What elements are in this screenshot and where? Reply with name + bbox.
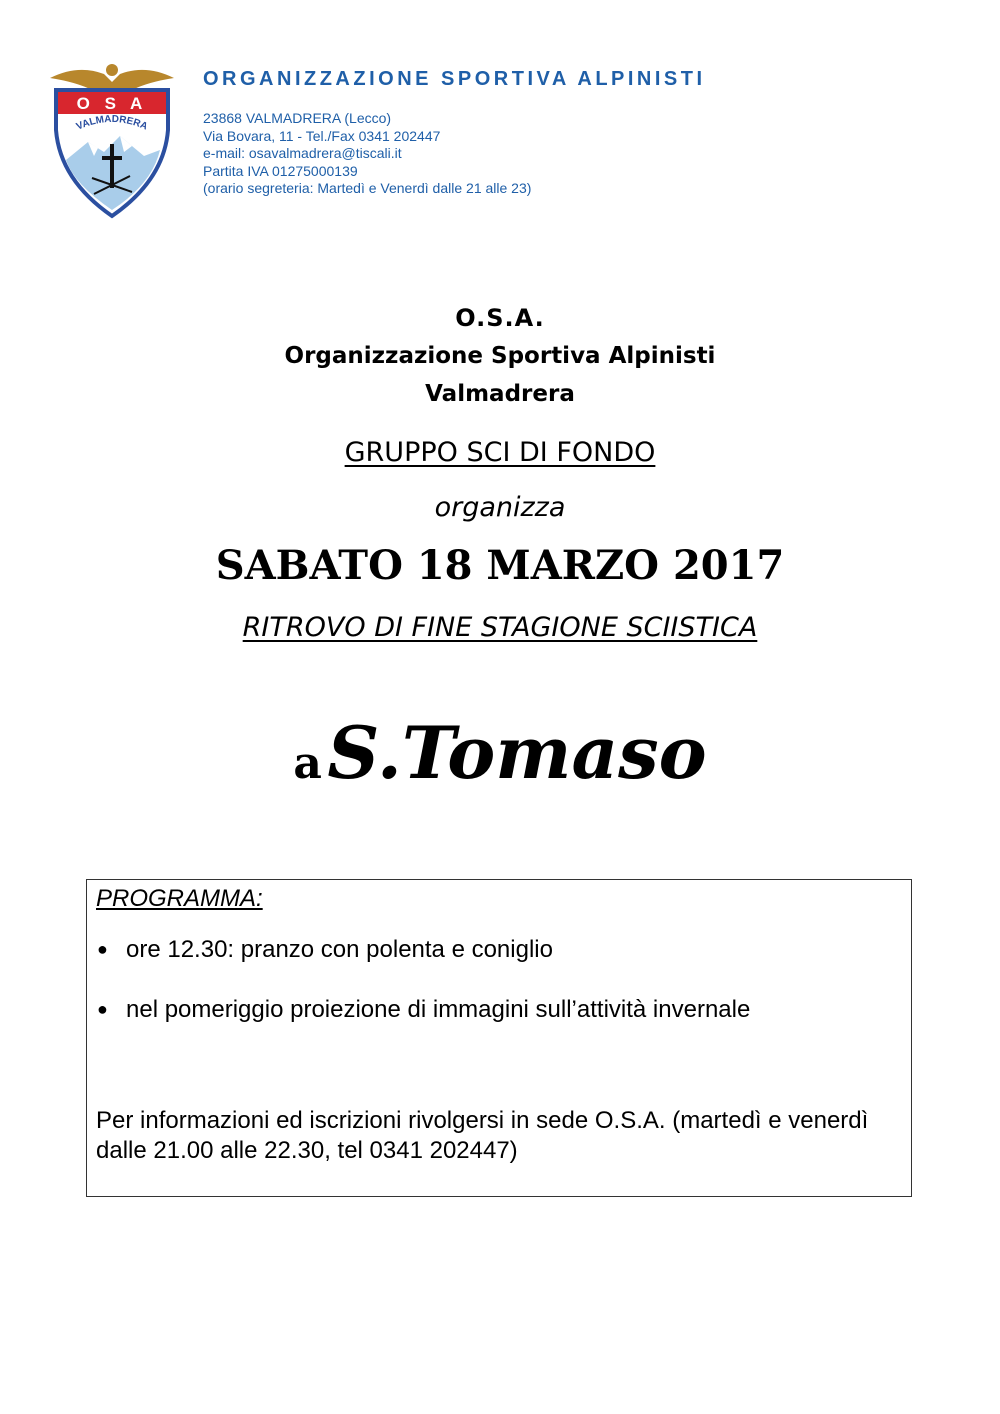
program-item: ● nel pomeriggio proiezione di immagini sull’attività invernale — [97, 996, 751, 1023]
program-title: PROGRAMMA: — [96, 885, 263, 912]
town-heading: Valmadrera — [425, 381, 575, 407]
contact-block — [203, 110, 703, 198]
organization-heading: Organizzazione Sportiva Alpinisti — [284, 343, 716, 369]
office-hours-line: (orario segreteria: Martedì e Venerdì dalle 21 alle 23) — [203, 180, 532, 197]
address-line: 23868 VALMADRERA (Lecco) — [203, 110, 392, 126]
email-line: e-mail: osavalmadrera@tiscali.it — [203, 145, 402, 162]
osa-logo — [48, 60, 176, 220]
vat-line: Partita IVA 01275000139 — [203, 162, 358, 179]
event-date: SABATO 18 MARZO 2017 — [215, 542, 785, 589]
event-subtitle: RITROVO DI FINE STAGIONE SCIISTICA — [242, 612, 758, 643]
group-heading: GRUPPO SCI DI FONDO — [344, 437, 656, 468]
program-info-text: Per informazioni ed iscrizioni rivolgersi in sede O.S.A. (martedì e venerdì dalle 21.00 alle 22.30, tel 0341 202447) — [96, 1107, 869, 1164]
program-item: ● ore 12.30: pranzo con polenta e coniglio — [97, 936, 553, 963]
street-phone-line: Via Bovara, 11 - Tel./Fax 0341 202447 — [203, 127, 441, 144]
organization-title: ORGANIZZAZIONE SPORTIVA ALPINISTI — [203, 68, 706, 90]
osa-shield-icon — [48, 60, 176, 220]
svg-text:O S A: O S A — [76, 94, 148, 113]
location-name: S.Tomaso — [327, 710, 707, 795]
bullet-icon: ● — [97, 999, 108, 1019]
svg-text:VALMADRERA: VALMADRERA — [74, 113, 150, 133]
organizes-text: organizza — [434, 492, 566, 523]
bullet-icon: ● — [97, 939, 108, 959]
location-prefix: a — [293, 738, 322, 789]
program-box — [86, 879, 912, 1197]
event-location — [0, 710, 1000, 795]
acronym-heading: O.S.A. — [455, 304, 545, 332]
